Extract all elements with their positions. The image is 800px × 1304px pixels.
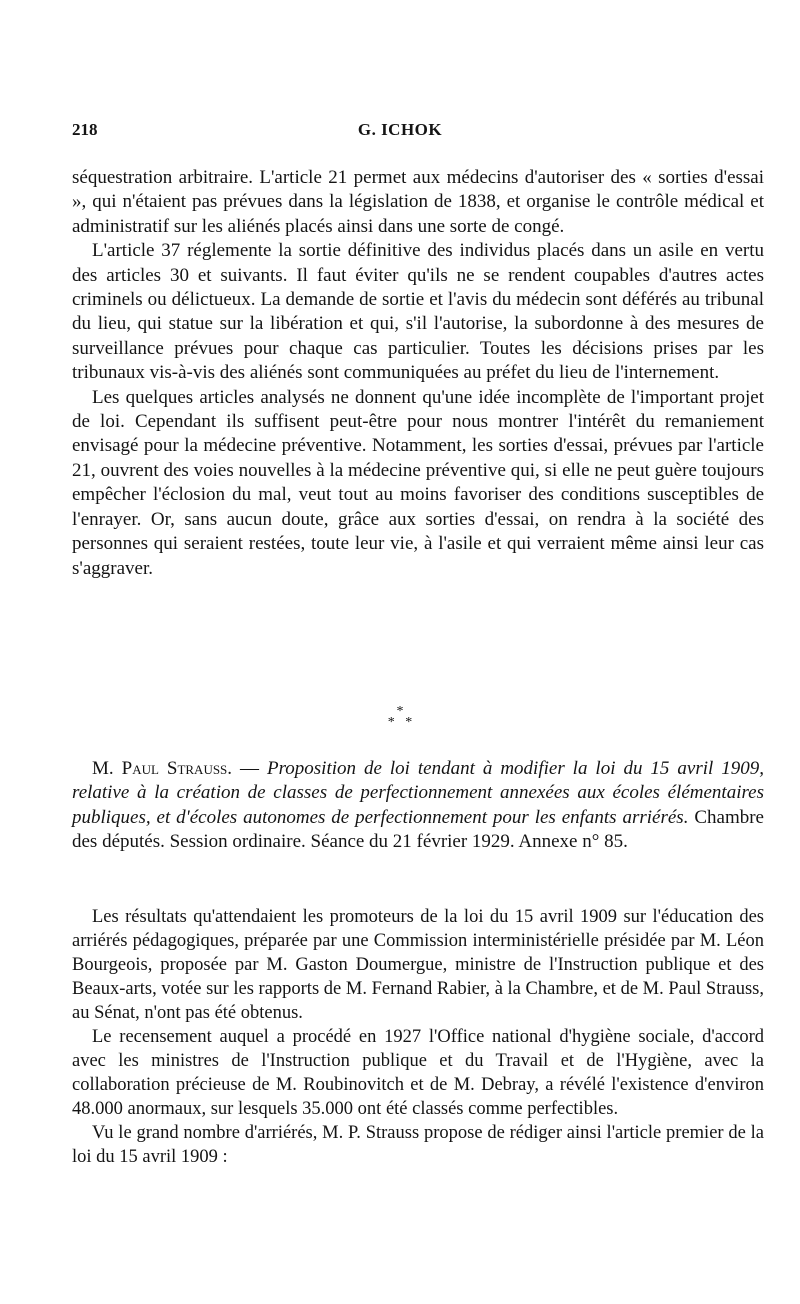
paragraph: Le recensement auquel a procédé en 1927 l'Office national d'hygiène sociale, d'accord avec les ministres de l'Instruction publique et du Travail et de l'Hygiène, avec la collaboration précieuse de M. Roubinovitch et de M. Debray, a révélé l'existence d'environ 48.000 anormaux, sur lesquels 35.000 ont été classés comme perfectibles. [72, 1027, 764, 1119]
reference-source: Chambre des députés. Session ordinaire. Séance du 21 février 1929. Annexe n° 85. [72, 806, 764, 853]
paragraph: Les quelques articles analysés ne donnent qu'une idée incomplète de l'important projet de loi. Cependant ils suffisent peut-être pour nous montrer l'intérêt du remaniement envisagé pour la médecine préventive. Notamment, les sorties d'essai, prévues par l'article 21, ouvrent des voies nouvelles à la médecine préventive qui, si elle ne peut guère toujours empêcher l'éclosion du mal, veut tout au moins favoriser des conditions susceptibles de l'enrayer. Or, sans aucun doute, grâce aux sorties d'essai, on rendra à la société des personnes qui seraient restées, toute leur vie, à l'asile et qui verraient même ainsi leur cas s'aggraver. [72, 386, 764, 579]
article-body-section-1 [72, 166, 764, 581]
paragraph: L'article 37 réglemente la sortie définitive des individus placés dans un asile en vertu des articles 30 et suivants. Il faut éviter qu'ils ne se rendent coupables d'autres actes criminels ou délictueux. La demande de sortie et l'avis du médecin sont déférés au tribunal du lieu, qui statue sur la libération et qui, s'il l'autorise, la subordonne à des mesures de surveillance prévues pour chaque cas particulier. Toutes les décisions prises par les tribunaux vis-à-vis des aliénés sont communiquées au préfet du lieu de l'internement. [72, 240, 764, 384]
reference-dash: — [232, 758, 267, 779]
separator-star-top: * [396, 704, 404, 719]
reference-author: Paul Strauss. [121, 758, 233, 779]
reference-entry [72, 757, 764, 855]
bibliographic-reference [72, 757, 764, 855]
reference-title: Proposition de loi tendant à modifier la loi du 15 avril 1909, relative à la création de classes de perfectionnement annexées aux écoles élémentaires publiques, et d'écoles autonomes de perfectionnement pour les enfants arriérés. [72, 758, 764, 828]
article-body-section-2 [72, 905, 764, 1169]
paragraph: Les résultats qu'attendaient les promoteurs de la loi du 15 avril 1909 sur l'éducation des arriérés pédagogiques, préparée par une Commission interministérielle présidée par M. Léon Bourgeois, proposée par M. Gaston Doumergue, ministre de l'Instruction publique et des Beaux-arts, votée sur les rapports de M. Fernand Rabier, à la Chambre, et de M. Paul Strauss, au Sénat, n'ont pas été obtenus. [72, 907, 764, 1023]
reference-author-prefix: M. [92, 758, 114, 779]
paragraph: Vu le grand nombre d'arriérés, M. P. Strauss propose de rédiger ainsi l'article premier de la loi du 15 avril 1909 : [72, 1123, 764, 1167]
section-separator [0, 706, 800, 728]
page-header [0, 118, 800, 148]
page-number: 218 [72, 120, 98, 139]
running-head: G. ICHOK [357, 120, 443, 139]
separator-stars-bottom: * * [387, 715, 413, 730]
paragraph: séquestration arbitraire. L'article 21 permet aux médecins d'autoriser des « sorties d'essai », qui n'étaient pas prévues dans la législation de 1838, et organise le contrôle médical et administratif sur les aliénés placés ainsi dans une sorte de congé. [72, 167, 764, 237]
